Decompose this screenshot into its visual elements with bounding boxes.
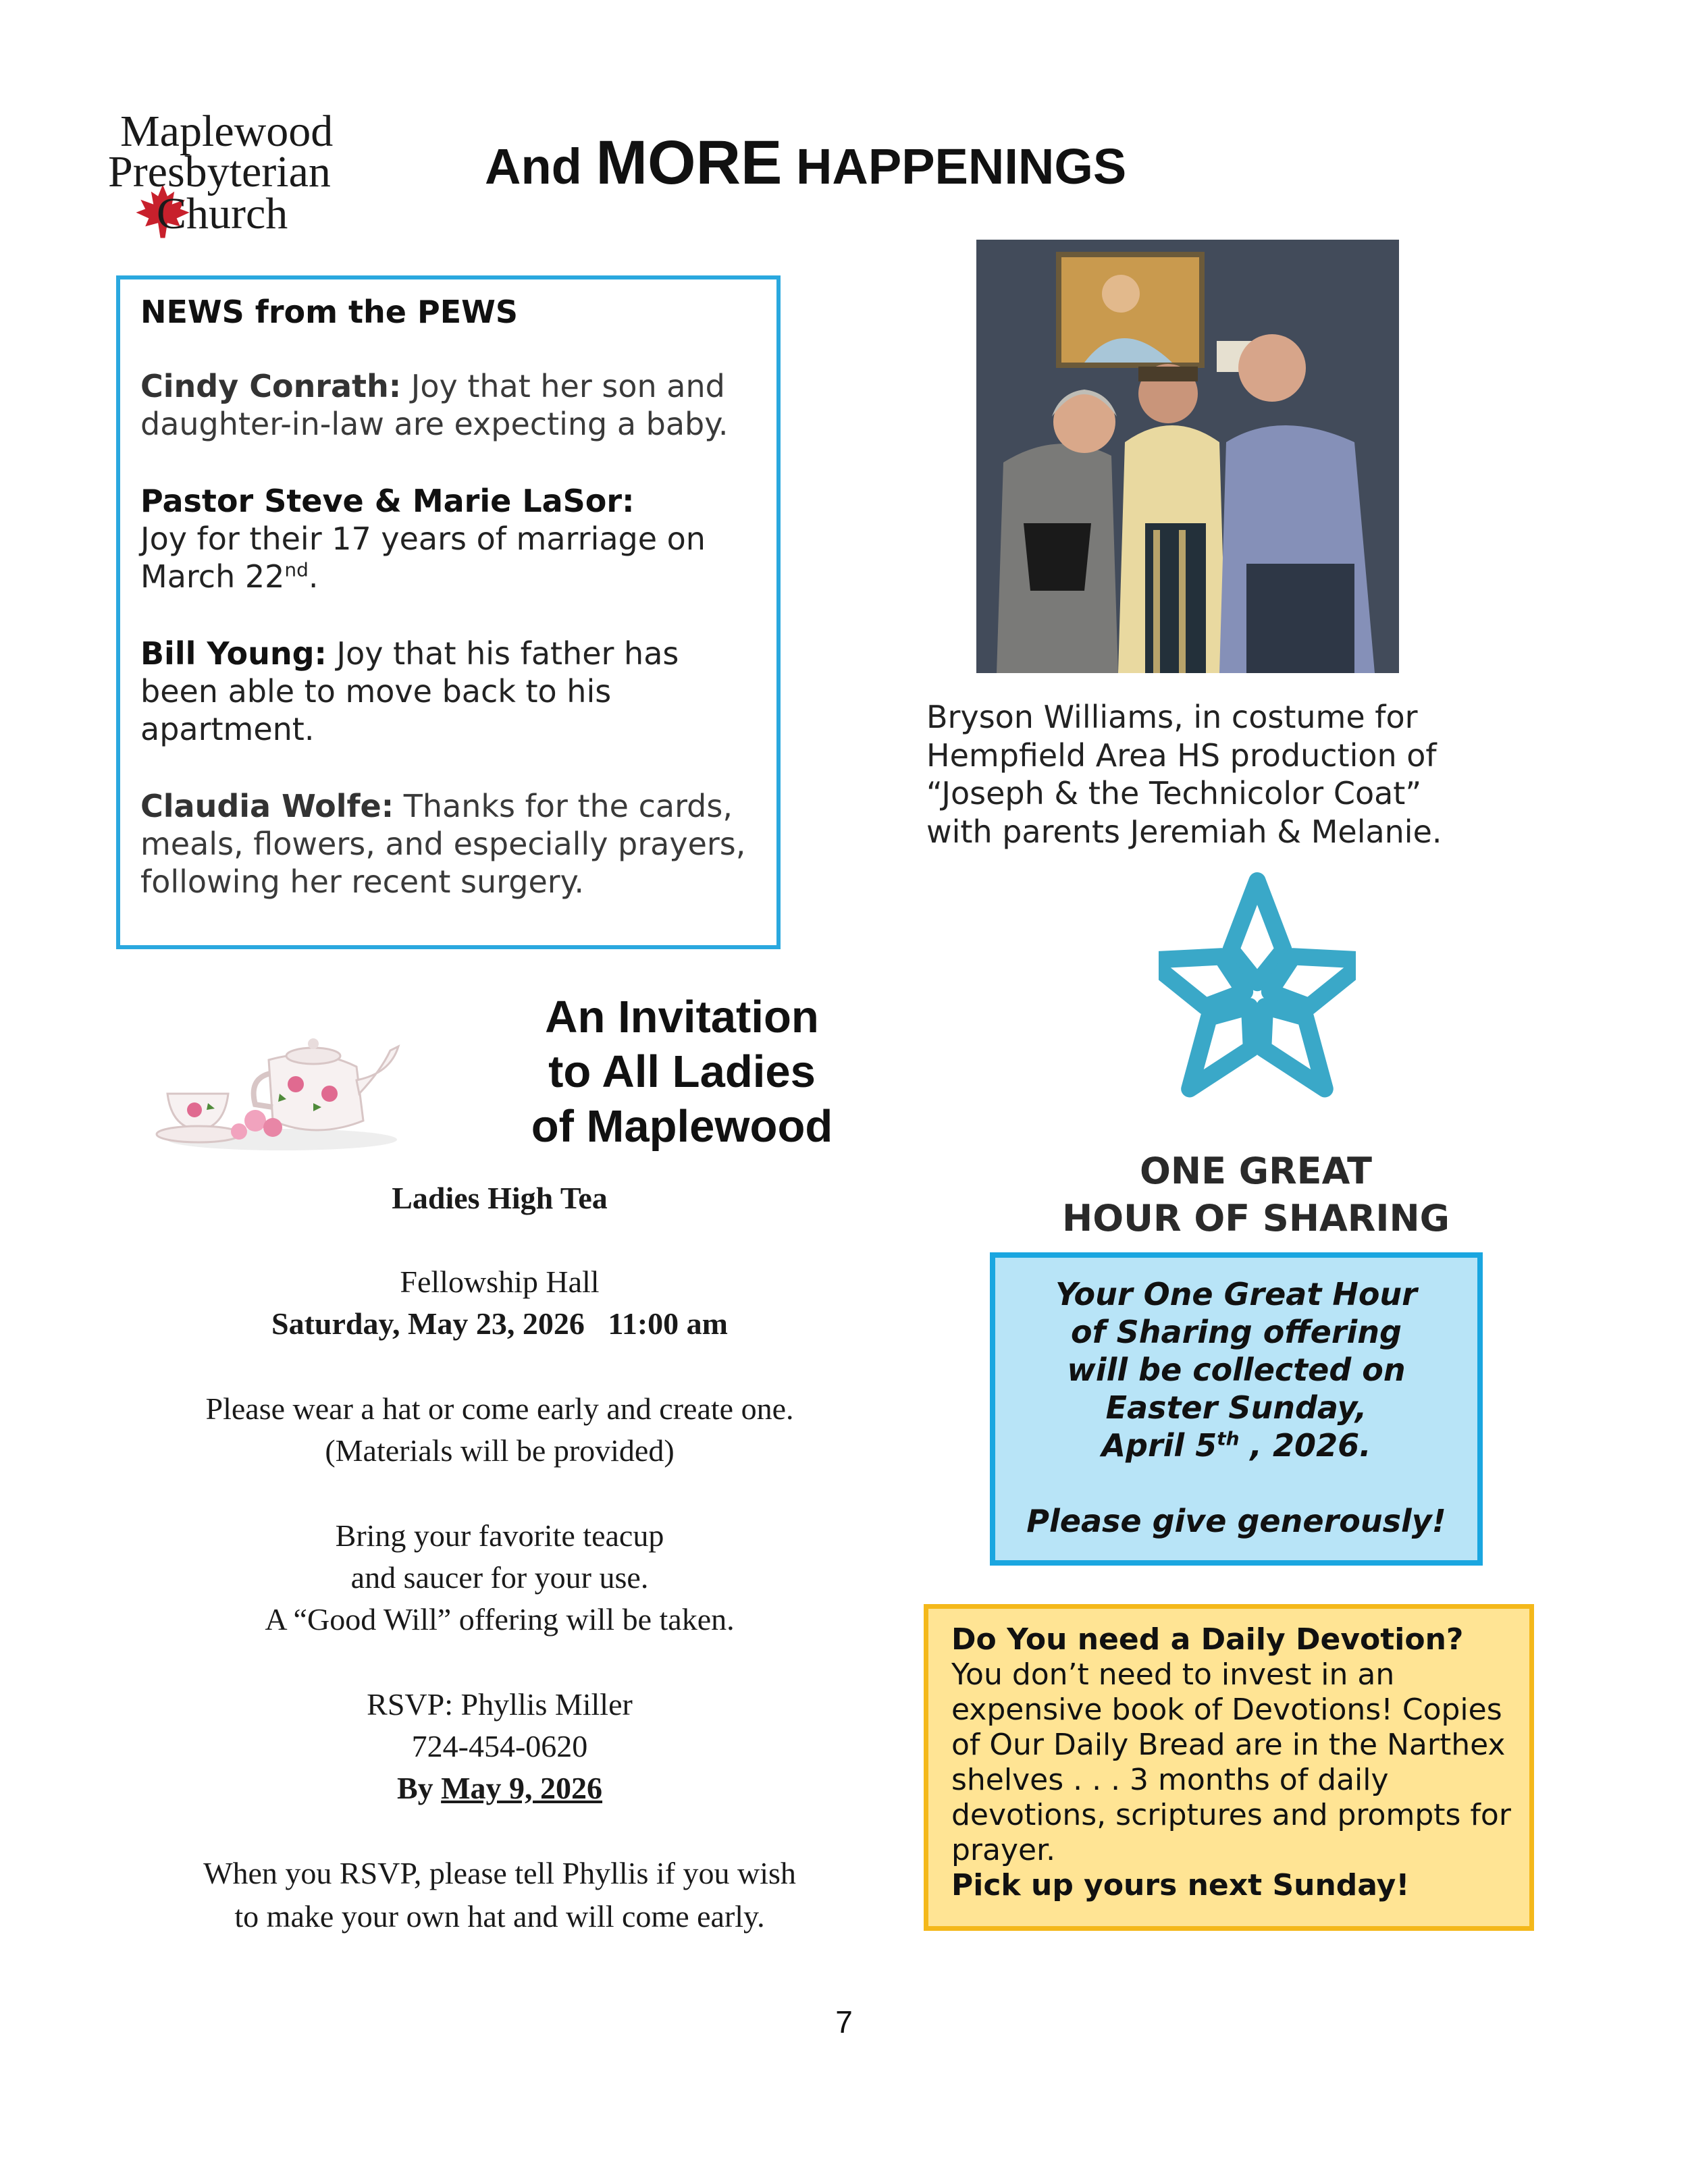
family-photo	[976, 240, 1399, 673]
oghs-title	[1053, 1148, 1458, 1242]
invitation-title-line-1: An Invitation	[545, 992, 819, 1042]
devotion-heading: Do You need a Daily Devotion?	[951, 1622, 1464, 1657]
logo-line-2: Presbyterian	[108, 147, 331, 196]
page-title	[485, 128, 1127, 197]
news-item-wolfe: Claudia Wolfe: Thanks for the cards,	[140, 788, 733, 824]
caption-line-1: Bryson Williams, in costume for	[926, 699, 1418, 735]
news-item-cindy-line2: daughter-in-law are expecting a baby.	[140, 406, 729, 442]
daily-devotion-box	[924, 1604, 1534, 1931]
oghs-line-2: of Sharing offering	[1071, 1314, 1402, 1350]
oghs-emblem-icon	[1159, 871, 1356, 1121]
devotion-line-4: of Our Daily Bread are in the Narthex	[951, 1728, 1506, 1762]
teapot-image	[154, 1019, 402, 1154]
devotion-line-3: expensive book of Devotions! Copies	[951, 1693, 1502, 1727]
invitation-event: Ladies High Tea	[392, 1181, 608, 1215]
news-item-lasor-line3: March 22nd.	[140, 558, 319, 595]
invitation-phone: 724-454-0620	[411, 1729, 588, 1763]
church-logo	[108, 108, 365, 243]
invitation-place: Fellowship Hall	[400, 1264, 600, 1299]
news-item-lasor: Pastor Steve & Marie LaSor:	[140, 483, 635, 519]
caption-line-2: Hempfield Area HS production of	[926, 737, 1437, 774]
oghs-line-6: Please give generously!	[1026, 1503, 1446, 1539]
caption-line-3: “Joseph & the Technicolor Coat”	[926, 775, 1422, 811]
news-heading: NEWS from the PEWS	[140, 294, 519, 330]
news-from-the-pews-box	[116, 275, 781, 949]
invitation-hat-line-2: (Materials will be provided)	[325, 1433, 675, 1468]
invitation-note-line-1: When you RSVP, please tell Phyllis if you wish	[203, 1856, 796, 1890]
photo-caption	[926, 698, 1442, 851]
invitation-hat-line-1: Please wear a hat or come early and create one.	[205, 1391, 794, 1426]
invitation-cup-line-2: and saucer for your use.	[350, 1560, 649, 1595]
page-number: 7	[835, 2004, 853, 2040]
invitation-rsvp: RSVP: Phyllis Miller	[367, 1687, 633, 1722]
oghs-line-3: will be collected on	[1067, 1352, 1406, 1388]
invitation-cup-line-1: Bring your favorite teacup	[335, 1518, 664, 1553]
invitation-datetime: Saturday, May 23, 2026 11:00 am	[271, 1306, 728, 1341]
devotion-line-2: You don’t need to invest in an	[951, 1657, 1395, 1692]
logo-line-3: Church	[157, 189, 288, 238]
invitation-title-line-2: to All Ladies	[548, 1046, 816, 1097]
news-item-wolfe-line3: following her recent surgery.	[140, 863, 584, 900]
oghs-line-5: April 5th , 2026.	[1101, 1427, 1371, 1464]
invitation-rsvp-by: By May 9, 2026	[396, 1771, 603, 1805]
oghs-title-line-2: HOUR OF SHARING	[1062, 1197, 1450, 1240]
invitation-note-line-2: to make your own hat and will come early.	[234, 1899, 765, 1934]
devotion-line-6: devotions, scriptures and prompts for	[951, 1798, 1511, 1832]
news-item-young: Bill Young: Joy that his father has	[140, 635, 679, 672]
devotion-line-5: shelves . . . 3 months of daily	[951, 1763, 1389, 1797]
news-item-cindy: Cindy Conrath: Joy that her son and	[140, 368, 725, 404]
oghs-title-line-1: ONE GREAT	[1139, 1150, 1372, 1192]
title-part-happenings: HAPPENINGS	[782, 138, 1127, 194]
invitation-title	[513, 990, 851, 1154]
title-part-and: And	[485, 138, 596, 194]
oghs-line-4: Easter Sunday,	[1105, 1389, 1367, 1426]
oghs-offering-box	[990, 1252, 1483, 1566]
devotion-line-7: prayer.	[951, 1833, 1056, 1867]
invitation-title-line-3: of Maplewood	[531, 1101, 833, 1152]
title-part-more: MORE	[596, 128, 783, 197]
oghs-line-1: Your One Great Hour	[1055, 1276, 1417, 1312]
news-item-lasor-line2: Joy for their 17 years of marriage on	[140, 521, 706, 557]
caption-line-4: with parents Jeremiah & Melanie.	[926, 813, 1442, 850]
news-item-young-line3: apartment.	[140, 711, 315, 747]
news-item-young-line2: been able to move back to his	[140, 673, 612, 710]
invitation-cup-line-3: A “Good Will” offering will be taken.	[265, 1602, 735, 1636]
news-item-wolfe-line2: meals, flowers, and especially prayers,	[140, 826, 746, 862]
devotion-call-to-action: Pick up yours next Sunday!	[951, 1868, 1410, 1902]
logo-line-1: Maplewood	[120, 107, 334, 156]
